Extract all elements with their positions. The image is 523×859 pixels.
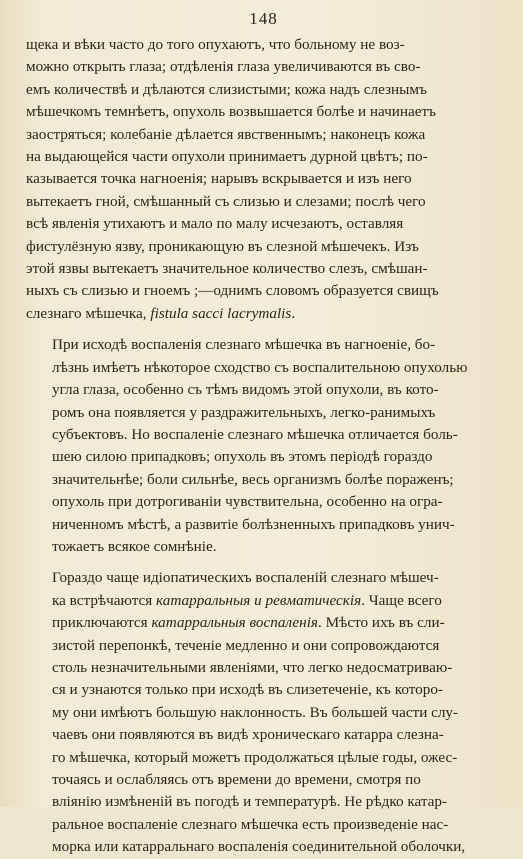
text-line [26,56,501,78]
text-line [26,657,501,679]
text-line [26,679,501,701]
text-line [26,34,501,56]
paragraph [26,34,501,325]
text-line [26,536,501,558]
paragraph [26,567,501,858]
text-line [26,612,501,634]
text-run: При исходѣ воспаленія слезнаго мѣшечка въ нагноеніе, бо- [52,336,436,354]
text-line [26,402,501,424]
text-run: этой язвы вытекаетъ значительное количество слезъ, смѣшан- [26,260,428,278]
text-run: на выдающейся части опухоли принимаетъ дурной цвѣтъ; по- [26,148,428,166]
text-run: . [291,304,296,322]
text-run: всѣ явленія утихаютъ и мало по малу исчезаютъ, оставляя [26,215,404,233]
text-run: . Мѣсто ихъ въ сли- [317,614,445,632]
page-number: 148 [249,9,278,28]
text-run: мѣшечкомъ темнѣетъ, опухоль возвышается болѣе и начинаетъ [26,103,437,121]
text-run: казывается точка нагноенія; нарывъ вскрывается и изъ него [26,170,412,188]
text-line [26,590,501,612]
text-line [26,446,501,468]
text-line [26,791,501,813]
text-run: го мѣшечка, который можетъ продолжаться цѣлые годы, ожес- [52,748,458,766]
text-line [26,79,501,101]
italic-term: катарральныя и ревматическія [156,591,362,609]
text-line [26,236,501,258]
text-run: чаевъ они появляются въ видѣ хроническаго катарра слезна- [52,726,444,744]
text-run: щека и вѣки часто до того опухаютъ, что больному не воз- [26,36,405,53]
text-run: можно открыть глаза; отдѣленія глаза увеличиваются въ сво- [26,58,421,76]
text-line [26,146,501,168]
text-run: Гораздо чаще идіопатическихъ воспаленій слезнаго мѣшеч- [52,569,439,587]
text-run: . Чаще всего [361,591,442,609]
text-run: ниченномъ мѣстѣ, а развитіе болѣзненныхъ припадковъ унич- [52,515,455,533]
text-line [26,258,501,280]
text-run: приключаются [52,614,152,632]
text-run: субъектовъ. Но воспаленіе слезнаго мѣшечка отличается боль- [52,425,458,443]
text-run: морка или катарральнаго воспаленія соединительной оболочки, [52,838,466,856]
text-run: ральное воспаленіе слезнаго мѣшечка есть произведеніе нас- [52,815,449,833]
text-line [26,469,501,491]
text-line [26,424,501,446]
paragraph [26,334,501,558]
text-run: шею силою припадковъ; опухоль въ этомъ періодѣ гораздо [52,448,433,466]
italic-term: катарральныя воспаленія [151,614,318,632]
text-run: точаясь и ослабляясь отъ времени до времени, смотря по [52,771,421,788]
text-line [26,491,501,513]
text-line [26,303,501,325]
text-run: ныхъ съ слизью и гноемъ ;—однимъ словомъ образуется свищъ [26,282,439,300]
text-run: вытекаетъ гной, смѣшанный съ слизью и слезами; послѣ чего [26,192,426,210]
text-line [26,747,501,769]
text-run: столь незначительными явленіями, что легко недосматриваю- [52,658,453,676]
text-line [26,280,501,302]
text-line [26,191,501,213]
text-line [26,567,501,589]
text-line [26,724,501,746]
text-line [26,702,501,724]
text-line [26,168,501,190]
text-run: ка встрѣчаются [52,591,157,609]
text-line [26,635,501,657]
text-run: слезнаго мѣшечка, [26,304,151,322]
text-run: фистулёзную язву, проникающую въ слезной мѣшечекъ. Изъ [26,237,419,255]
text-line [26,379,501,401]
text-run: лѣзнь имѣетъ нѣкоторое сходство съ воспалительною опухолью [52,358,468,376]
text-run: му они имѣютъ большую наклонность. Въ большей части слу- [52,703,459,721]
text-run: значительнѣе; боли сильнѣе, весь организмъ болѣе пораженъ; [52,470,454,488]
text-line [26,213,501,235]
text-line [26,814,501,836]
text-run: ся и узнаются только при исходѣ въ слизетеченіе, къ которо- [52,681,443,699]
text-line [26,836,501,858]
text-run: опухоль при дотрогиваніи чувствительна, особенно на огра- [52,493,443,511]
text-line [26,334,501,356]
italic-term: fistula sacci lacrymalis [150,304,292,322]
text-run: ромъ она появляется у раздражительныхъ, легко-ранимыхъ [52,403,436,421]
text-run: зистой перепонкѣ, теченіе медленно и они сопровождаются [52,636,440,654]
page-text [26,34,501,859]
text-line [26,357,501,379]
text-run: тожаетъ всякое сомнѣніе. [52,537,217,555]
text-line [26,124,501,146]
text-line [26,514,501,536]
text-line [26,101,501,123]
text-run: заостряться; колебаніе дѣлается явственнымъ; наконецъ кожа [26,125,426,143]
text-run: вліянію измѣненій въ погодѣ и температурѣ. Не рѣдко катар- [52,793,448,811]
text-run: угла глаза, особенно съ тѣмъ видомъ этой опухоли, въ кото- [52,381,439,399]
text-line [26,769,501,791]
text-run: емъ количествѣ и дѣлаются слизистыми; кожа надъ слезнымъ [26,80,427,98]
